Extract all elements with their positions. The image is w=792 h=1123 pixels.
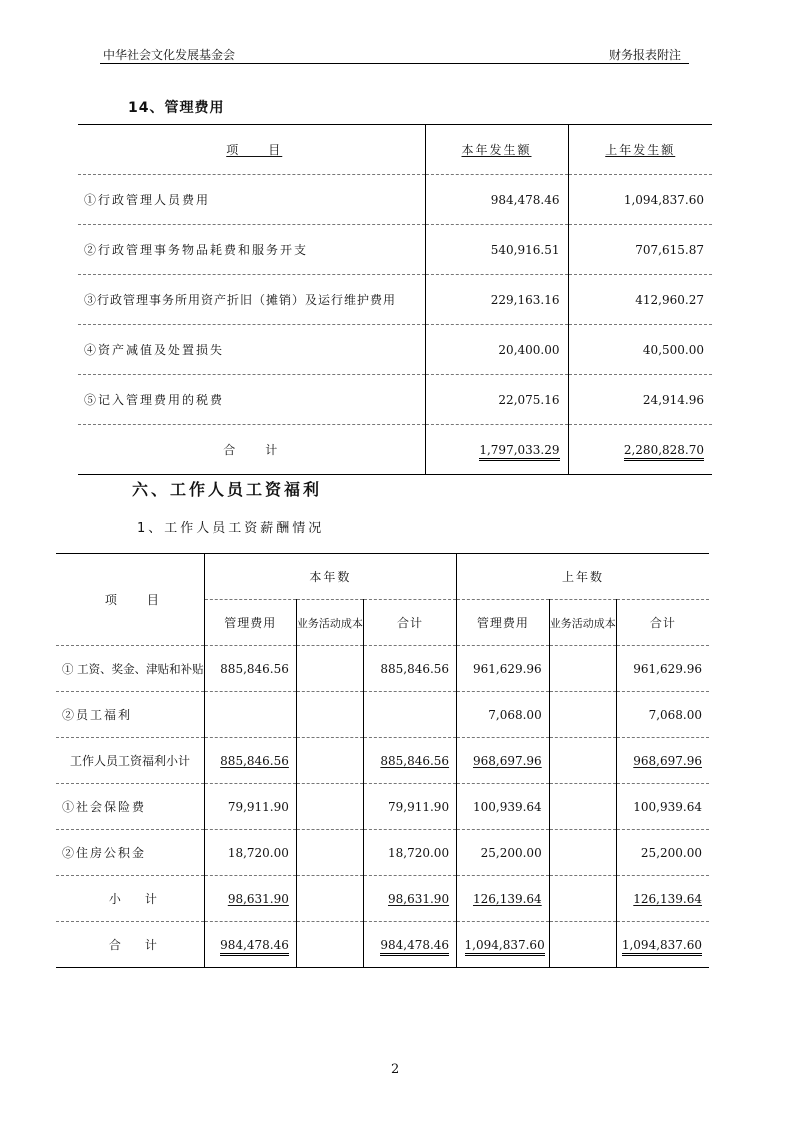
row-current: 229,163.16	[425, 275, 568, 325]
page-number: 2	[391, 1062, 400, 1077]
cell-value	[204, 692, 296, 738]
cell-value: 968,697.96	[633, 753, 702, 768]
column-group-current: 本年数	[204, 554, 456, 600]
salary-table	[56, 553, 709, 968]
column-header-item: 项 目	[226, 143, 283, 157]
header-org-name: 中华社会文化发展基金会	[103, 48, 236, 62]
cell-value	[549, 830, 616, 876]
column-header-biz: 业务活动成本	[549, 600, 616, 646]
cell-value: 126,139.64	[633, 891, 702, 906]
column-group-previous: 上年数	[457, 554, 709, 600]
admin-expense-table	[78, 124, 712, 475]
cell-value	[549, 646, 616, 692]
cell-value	[549, 738, 616, 784]
cell-value: 126,139.64	[472, 891, 542, 906]
total-label: 合 计	[78, 425, 425, 475]
cell-value	[549, 784, 616, 830]
cell-value: 100,939.64	[457, 784, 550, 830]
table-row	[56, 692, 709, 738]
table-header-row	[78, 125, 712, 175]
cell-value	[296, 922, 363, 968]
cell-value	[363, 692, 456, 738]
column-header-item: 项 目	[104, 593, 161, 607]
row-previous: 24,914.96	[568, 375, 712, 425]
cell-value: 79,911.90	[204, 784, 296, 830]
cell-value: 1,094,837.60	[622, 938, 702, 956]
table-row	[78, 375, 712, 425]
row-item: ②住房公积金	[56, 830, 204, 876]
cell-value: 885,846.56	[363, 646, 456, 692]
table-row	[56, 830, 709, 876]
table-total-row	[78, 425, 712, 475]
column-header-total: 合计	[363, 600, 456, 646]
cell-value: 25,200.00	[616, 830, 709, 876]
row-current: 540,916.51	[425, 225, 568, 275]
cell-value: 98,631.90	[388, 891, 450, 906]
row-item: ①社会保险费	[56, 784, 204, 830]
row-current: 984,478.46	[425, 175, 568, 225]
row-item: 工作人员工资福利小计	[56, 738, 204, 784]
row-item: 小 计	[56, 876, 204, 922]
table-row	[56, 784, 709, 830]
cell-value: 984,478.46	[220, 938, 289, 956]
cell-value	[296, 784, 363, 830]
row-item: ②员工福利	[56, 692, 204, 738]
total-previous: 2,280,828.70	[624, 443, 704, 461]
cell-value: 100,939.64	[616, 784, 709, 830]
row-previous: 1,094,837.60	[568, 175, 712, 225]
row-current: 22,075.16	[425, 375, 568, 425]
cell-value: 968,697.96	[472, 753, 542, 768]
header-doc-title: 财务报表附注	[609, 48, 682, 62]
table-row	[56, 646, 709, 692]
cell-value: 885,846.56	[380, 753, 450, 768]
cell-value: 984,478.46	[380, 938, 449, 956]
cell-value: 961,629.96	[616, 646, 709, 692]
table-subtotal-row	[56, 876, 709, 922]
table-header-row	[56, 554, 709, 600]
table-row	[78, 175, 712, 225]
row-previous: 707,615.87	[568, 225, 712, 275]
column-header-biz: 业务活动成本	[296, 600, 363, 646]
row-item: ⑤记入管理费用的税费	[78, 375, 425, 425]
row-item: ③行政管理事务所用资产折旧（摊销）及运行维护费用	[78, 275, 425, 325]
cell-value: 79,911.90	[363, 784, 456, 830]
row-current: 20,400.00	[425, 325, 568, 375]
total-current: 1,797,033.29	[479, 443, 559, 461]
cell-value	[549, 692, 616, 738]
row-item: 合 计	[56, 922, 204, 968]
row-item: ① 工资、奖金、津贴和补贴	[56, 646, 204, 692]
column-header-mgmt: 管理费用	[204, 600, 296, 646]
row-item: ④资产减值及处置损失	[78, 325, 425, 375]
cell-value: 98,631.90	[227, 891, 289, 906]
row-item: ②行政管理事务物品耗费和服务开支	[78, 225, 425, 275]
cell-value	[296, 876, 363, 922]
cell-value	[549, 922, 616, 968]
table-row	[78, 275, 712, 325]
column-header-previous: 上年发生额	[605, 143, 676, 157]
row-previous: 40,500.00	[568, 325, 712, 375]
table-total-row	[56, 922, 709, 968]
cell-value	[296, 738, 363, 784]
table-row	[78, 225, 712, 275]
section-6-subtitle: 1、工作人员工资薪酬情况	[137, 521, 325, 536]
cell-value: 7,068.00	[616, 692, 709, 738]
table-row	[78, 325, 712, 375]
column-header-mgmt: 管理费用	[457, 600, 550, 646]
row-previous: 412,960.27	[568, 275, 712, 325]
cell-value	[296, 692, 363, 738]
cell-value: 1,094,837.60	[465, 938, 545, 956]
cell-value: 18,720.00	[363, 830, 456, 876]
cell-value: 885,846.56	[220, 753, 289, 768]
column-header-total: 合计	[616, 600, 709, 646]
cell-value	[296, 646, 363, 692]
cell-value	[549, 876, 616, 922]
cell-value: 961,629.96	[457, 646, 550, 692]
column-header-current: 本年发生额	[461, 143, 532, 157]
header-divider	[100, 63, 689, 64]
cell-value: 7,068.00	[457, 692, 550, 738]
table-row	[56, 738, 709, 784]
cell-value: 18,720.00	[204, 830, 296, 876]
cell-value: 885,846.56	[204, 646, 296, 692]
cell-value: 25,200.00	[457, 830, 550, 876]
section-6-title: 六、工作人员工资福利	[132, 480, 323, 499]
row-item: ①行政管理人员费用	[78, 175, 425, 225]
cell-value	[296, 830, 363, 876]
section-14-title: 14、管理费用	[128, 100, 225, 116]
